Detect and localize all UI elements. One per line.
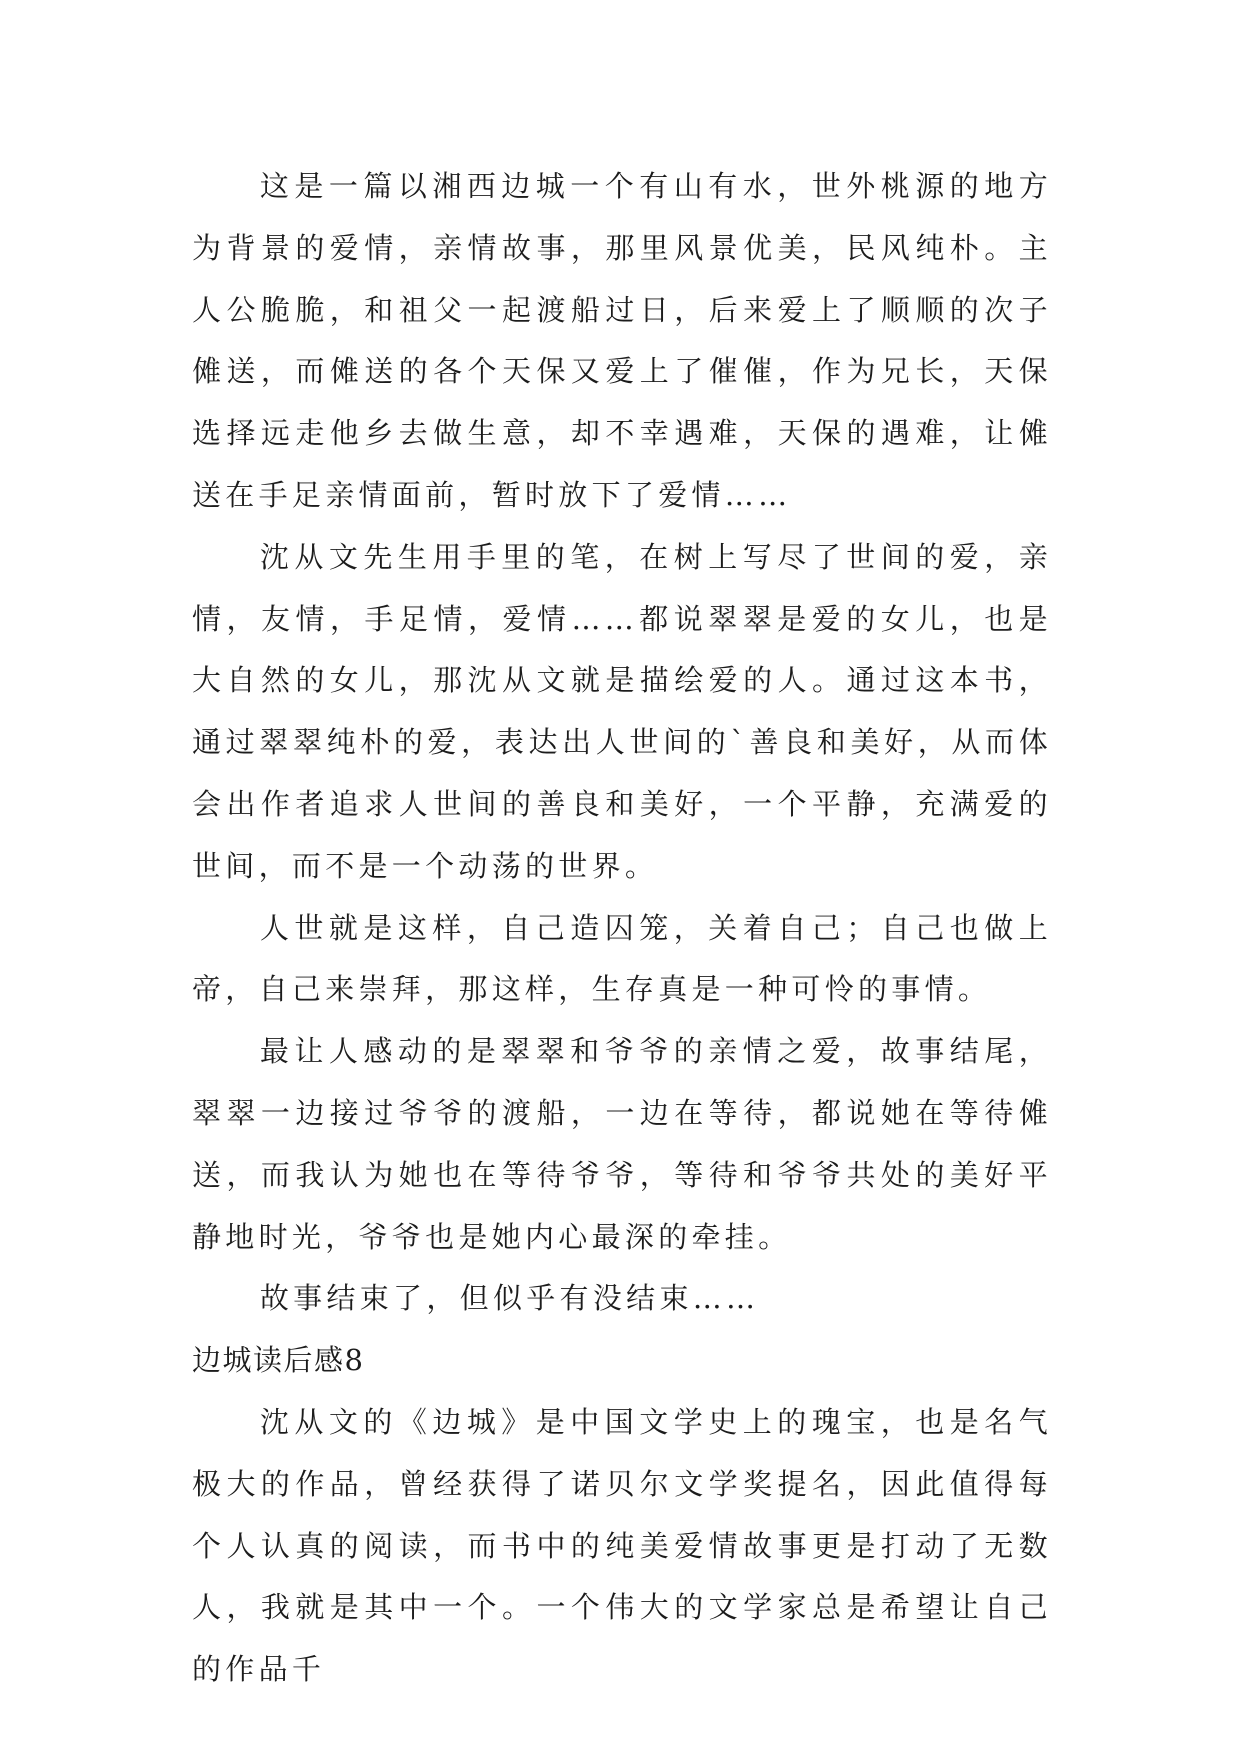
paragraph-4: 最让人感动的是翠翠和爷爷的亲情之爱，故事结尾，翠翠一边接过爷爷的渡船，一边在等待，都说她在等待傩送，而我认为她也在等待爷爷，等待和爷爷共处的美好平静地时光，爷爷也是她内心最深的牵挂。: [192, 1034, 1052, 1254]
paragraph-2: 沈从文先生用手里的笔，在树上写尽了世间的爱，亲情，友情，手足情，爱情……都说翠翠是爱的女儿，也是大自然的女儿，那沈从文就是描绘爱的人。通过这本书，通过翠翠纯朴的爱，表达出人世间的`善良和美好，从而体会出作者追求人世间的善良和美好，一个平静，充满爱的世间，而不是一个动荡的世界。: [192, 539, 1052, 883]
section-paragraph-1: 沈从文的《边城》是中国文学史上的瑰宝，也是名气极大的作品，曾经获得了诺贝尔文学奖提名，因此值得每个人认真的阅读，而书中的纯美爱情故事更是打动了无数人，我就是其中一个。一个伟大的文学家总是希望让自己的作品千: [192, 1404, 1052, 1687]
paragraph-3: 人世就是这样，自己造囚笼，关着自己；自己也做上帝，自己来崇拜，那这样，生存真是一种可怜的事情。: [192, 910, 1052, 1007]
paragraph-1: 这是一篇以湘西边城一个有山有水，世外桃源的地方为背景的爱情，亲情故事，那里风景优美，民风纯朴。主人公脆脆，和祖父一起渡船过日，后来爱上了顺顺的次子傩送，而傩送的各个天保又爱上了催催，作为兄长，天保选择远走他乡去做生意，却不幸遇难，天保的遇难，让傩送在手足亲情面前，暂时放下了爱情……: [192, 169, 1052, 512]
paragraph-5: 故事结束了，但似乎有没结束……: [259, 1281, 760, 1316]
section-heading: 边城读后感8: [192, 1343, 365, 1378]
document-page: [192, 156, 1052, 1701]
